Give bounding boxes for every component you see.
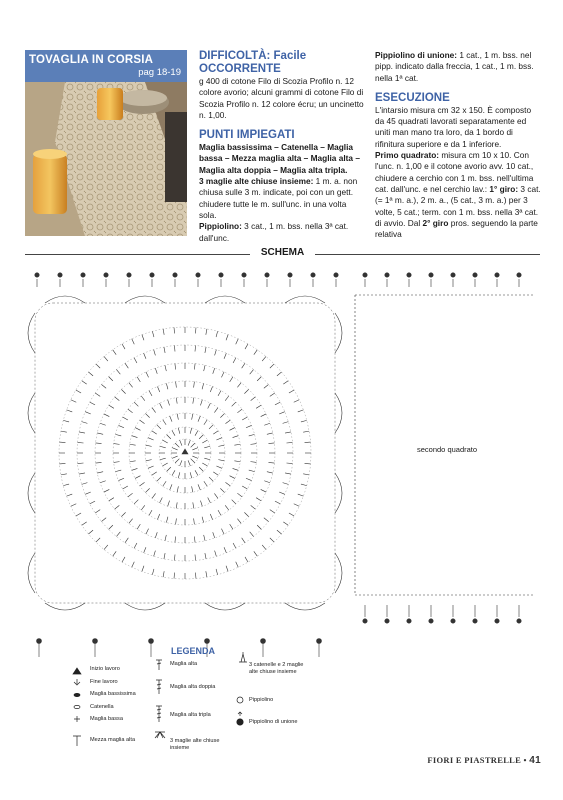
difficulty-heading: DIFFICOLTÀ: Facile (199, 50, 307, 62)
double-treble-icon (156, 706, 162, 722)
legend-item-joining-picot: Pippiolino di unione (249, 719, 298, 725)
stitches-list: Maglia bassissima – Catenella – Maglia bassa – Mezza maglia alta – Maglia alta – Maglia alta doppia – Maglia alta tripla. (199, 142, 360, 175)
legend (25, 646, 325, 766)
legend-item-chain: Catenella (90, 704, 114, 710)
project-title-bar (25, 50, 187, 82)
instructions-column-1 (199, 50, 365, 244)
legend-title: LEGENDA (171, 646, 216, 656)
start-arrow-icon (73, 668, 81, 674)
three-tr-label: 3 maglie alte chiuse insieme: (199, 176, 314, 187)
second-square-label: secondo quadrato (417, 445, 478, 454)
page-number: 41 (529, 755, 541, 766)
round1-label: 1° giro: (489, 183, 519, 194)
three-tr-text: 1 m. a. non chiusa sulle 3 m. indicate, poi con un gett. chiudere tutte le m. sull'unc. in una volta sola. (199, 176, 358, 220)
round2-label: 2° giro (422, 217, 449, 228)
half-double-icon (73, 736, 81, 746)
legend-item-dc: Maglia alta (170, 661, 198, 667)
legend-item-cluster: 3 catenelle e 2 maglie alte chiuse insieme (249, 662, 304, 675)
magazine-name: FIORI E PIASTRELLE (427, 755, 522, 765)
three-dc-together-icon (155, 732, 165, 738)
legend-item-end: Fine lavoro (90, 679, 118, 685)
picot-text: 3 cat., 1 m. bss. nella 3ª cat. dall'unc. (199, 221, 349, 243)
join-picot-label: Pippiolino di unione: (375, 50, 458, 60)
double-crochet-icon (156, 660, 162, 670)
instructions-column-2 (375, 50, 541, 240)
picot-icon (237, 697, 243, 703)
first-square-text: misura cm 10 x 10. Con l'unc. n. 1,00 e il cotone avorio avv. 10 cat., chiudere a cerchio con 1 m. bss. nell'ultima cat. dall'unc. e nel cerchio lav.: (375, 150, 534, 194)
schema-title: SCHEMA (260, 247, 305, 258)
execution-text: L'intarsio misura cm 32 x 150. È composto da 45 quadrati lavorati separatamente ed uniti man mano tra loro, da 1 bordo di rifinitura superiore e da 1 inferiore. (375, 104, 532, 149)
legend-item-start: Inizio lavoro (90, 666, 120, 672)
picot-label: Pippiolino: (199, 221, 242, 232)
legend-item-dtr: Maglia alta tripla (170, 712, 211, 718)
table-runner-photo (25, 82, 187, 236)
crochet-chart-diagram (25, 265, 540, 660)
first-square-label: Primo quadrato: (375, 150, 440, 161)
stitches-heading: PUNTI IMPIEGATI (199, 129, 295, 142)
legend-item-picot: Pippiolino (249, 697, 274, 703)
project-title: TOVAGLIA IN CORSIA (29, 54, 154, 66)
legend-item-hdc: Mezza maglia alta (90, 737, 136, 743)
legend-item-3dc-tog: 3 maglie alte chiuse insieme (170, 738, 220, 751)
slip-stitch-icon (74, 693, 80, 696)
page-reference: pag 18-19 (138, 67, 181, 78)
schema-rule-right (315, 254, 540, 255)
execution-heading: ESECUZIONE (375, 91, 450, 104)
materials-heading: OCCORRENTE (199, 63, 281, 75)
end-arrow-icon (74, 679, 80, 685)
round2-text: pros. seguendo la parte relativa (375, 217, 538, 240)
materials-text: g 400 di cotone Filo di Scozia Profilo n. 12 colore avorio; alcuni grammi di cotone Filo di Scozia Profilo n. 12 colore écru; un uncinetto n. 1,00. (199, 76, 364, 120)
single-crochet-icon (74, 716, 80, 722)
round1-text: 3 cat. (= 1ª m. a.), 2 m. a., (5 cat., 3 m. a.) per 3 volte, 5 cat.; term. con 1 m. bss. nella 3ª cat. di avvio. Dal (375, 183, 541, 228)
joining-picot-icon (237, 719, 243, 725)
join-picot-text: 1 cat., 1 m. bss. nel pipp. indicato dalla freccia, 1 cat., 1 m. bss. nella 1ª cat. (375, 50, 534, 83)
treble-crochet-icon (156, 680, 162, 694)
project-photo-box (25, 50, 187, 236)
chain-icon (74, 705, 80, 708)
ch-dc-cluster-icon (239, 652, 247, 662)
footer-separator: • (523, 755, 527, 765)
legend-item-sc: Maglia bassa (90, 716, 123, 722)
legend-item-tr: Maglia alta doppia (170, 684, 216, 690)
page-footer (427, 755, 541, 766)
legend-item-slip: Maglia bassissima (90, 691, 136, 697)
